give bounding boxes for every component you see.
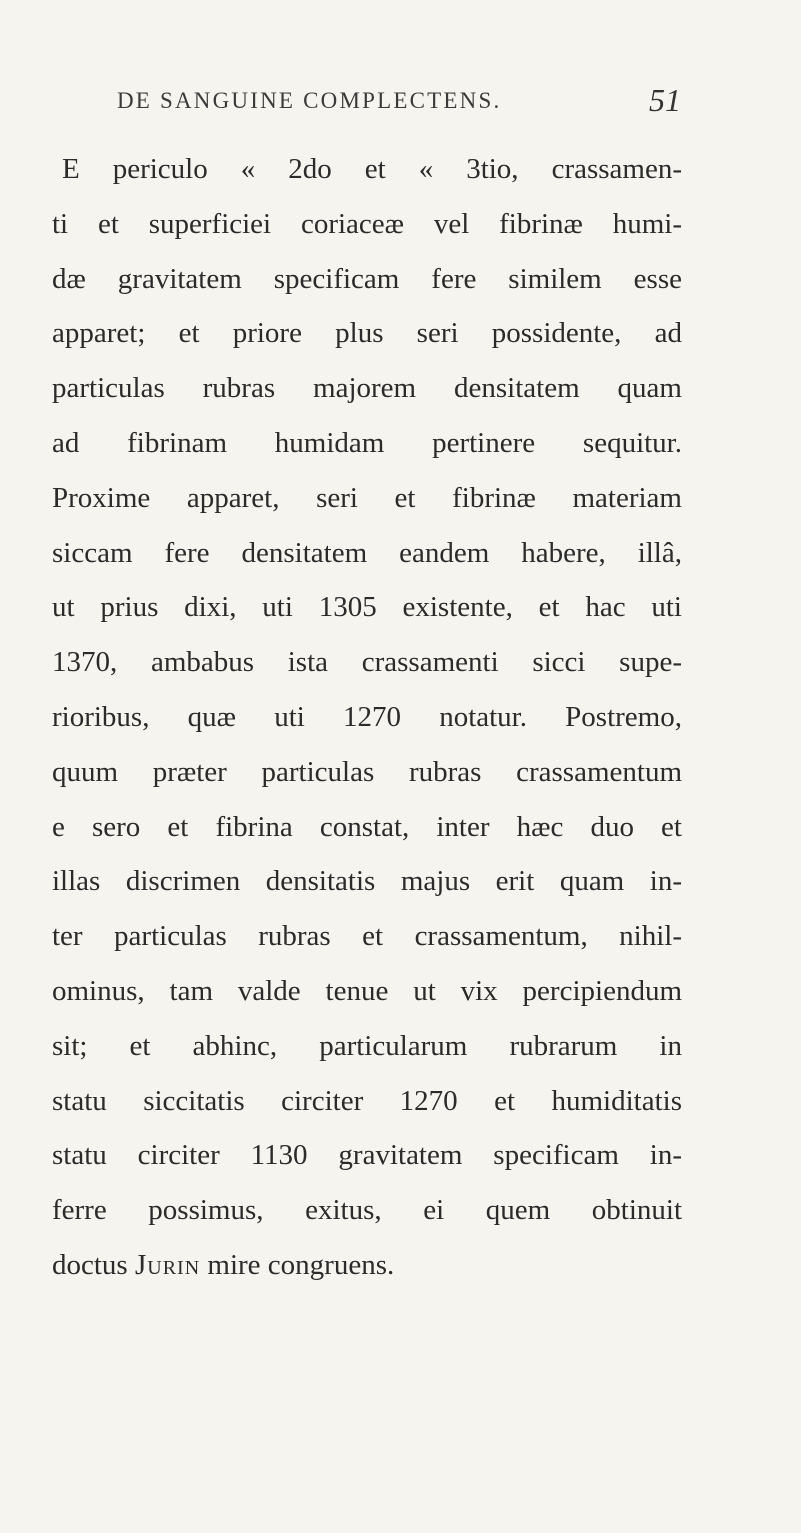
- text-line: illas discrimen densitatis majus erit quam in-: [52, 865, 682, 898]
- text-line: statu circiter 1130 gravitatem specificam in-: [52, 1139, 682, 1172]
- text-line: ferre possimus, exitus, ei quem obtinuit: [52, 1194, 682, 1227]
- text-line: ti et superficiei coriaceæ vel fibrinæ humi-: [52, 207, 682, 240]
- text-line: Proxime apparet, seri et fibrinæ materiam: [52, 481, 682, 514]
- last-line-end: mire congruens.: [207, 1248, 395, 1281]
- text-line: dæ gravitatem specificam fere similem esse: [52, 262, 682, 295]
- page-number: 51: [649, 82, 681, 118]
- text-line: ad fibrinam humidam pertinere sequitur.: [52, 426, 682, 459]
- text-line: ut prius dixi, uti 1305 existente, et hac uti: [52, 591, 682, 624]
- text-line-last: [52, 1238, 682, 1293]
- text-line: ter particulas rubras et crassamentum, nihil-: [52, 920, 682, 953]
- text-line: rioribus, quæ uti 1270 notatur. Postremo,: [52, 700, 682, 733]
- text-line: siccam fere densitatem eandem habere, illâ,: [52, 536, 682, 569]
- text-line: quum præter particulas rubras crassamentum: [52, 755, 682, 788]
- text-line: particulas rubras majorem densitatem quam: [52, 372, 682, 405]
- text-line: 1370, ambabus ista crassamenti sicci supe-: [52, 646, 682, 679]
- text-line: E periculo « 2do et « 3tio, crassamen-: [62, 153, 682, 185]
- author-name: Jurin: [134, 1248, 201, 1281]
- running-title: DE SANGUINE COMPLECTENS.: [117, 88, 502, 113]
- text-line: statu siccitatis circiter 1270 et humiditatis: [52, 1084, 682, 1117]
- body-text: [52, 142, 682, 1293]
- running-head: [117, 82, 681, 120]
- text-line: sit; et abhinc, particularum rubrarum in: [52, 1029, 682, 1062]
- text-line: apparet; et priore plus seri possidente, ad: [52, 317, 682, 350]
- text-line: e sero et fibrina constat, inter hæc duo et: [52, 810, 682, 843]
- text-line: ominus, tam valde tenue ut vix percipiendum: [52, 974, 682, 1007]
- last-line-start: doctus: [52, 1248, 128, 1281]
